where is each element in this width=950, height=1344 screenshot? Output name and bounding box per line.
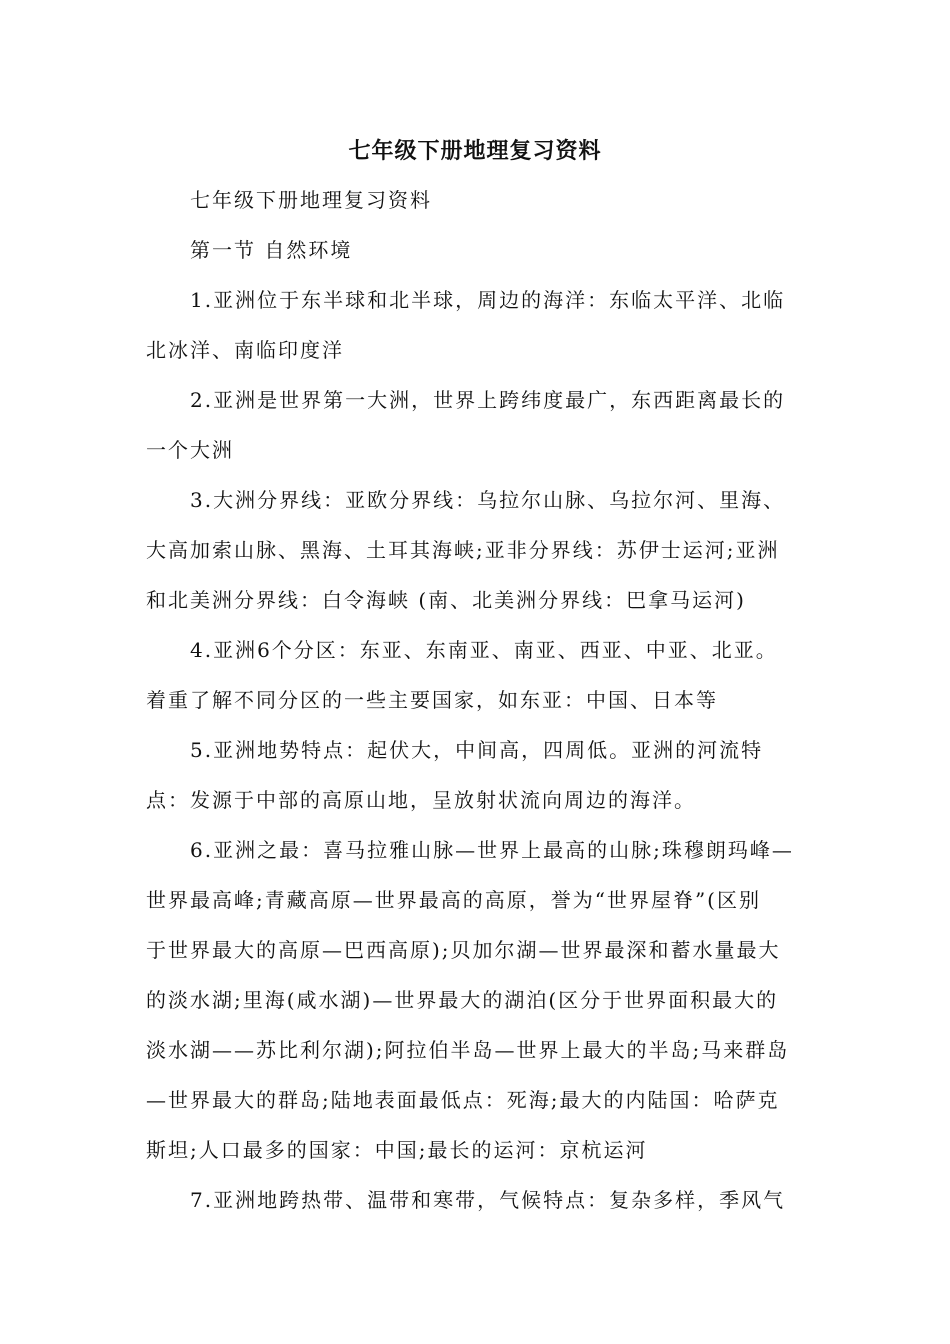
document-subtitle: 七年级下册地理复习资料 [190, 188, 432, 212]
paragraph-6-line-6: —世界最大的群岛;陆地表面最低点：死海;最大的内陆国：哈萨克 [146, 1088, 780, 1112]
paragraph-6-line-7: 斯坦;人口最多的国家：中国;最长的运河：京杭运河 [146, 1138, 648, 1162]
paragraph-2-line-1: 2.亚洲是世界第一大洲，世界上跨纬度最广，东西距离最长的 [190, 388, 786, 412]
paragraph-4-line-1: 4.亚洲6个分区：东亚、东南亚、南亚、西亚、中亚、北亚。 [190, 638, 778, 662]
paragraph-6-line-5: 淡水湖——苏比利尔湖);阿拉伯半岛—世界上最大的半岛;马来群岛 [146, 1038, 790, 1062]
paragraph-6-line-4: 的淡水湖;里海(咸水湖)—世界最大的湖泊(区分于世界面积最大的 [146, 988, 779, 1012]
paragraph-1-line-1: 1.亚洲位于东半球和北半球，周边的海洋：东临太平洋、北临 [190, 288, 786, 312]
paragraph-2-line-2: 一个大洲 [146, 438, 234, 462]
paragraph-5-line-1: 5.亚洲地势特点：起伏大，中间高，四周低。亚洲的河流特 [190, 738, 764, 762]
paragraph-3-line-2: 大高加索山脉、黑海、土耳其海峡;亚非分界线：苏伊士运河;亚洲 [146, 538, 780, 562]
paragraph-1-line-2: 北冰洋、南临印度洋 [146, 338, 344, 362]
paragraph-6-line-2: 世界最高峰;青藏高原—世界最高的高原，誉为“世界屋脊”(区别 [146, 888, 761, 912]
paragraph-6-line-3: 于世界最大的高原—巴西高原);贝加尔湖—世界最深和蓄水量最大 [146, 938, 781, 962]
paragraph-7-line-1: 7.亚洲地跨热带、温带和寒带，气候特点：复杂多样，季风气 [190, 1188, 786, 1212]
paragraph-4-line-2: 着重了解不同分区的一些主要国家，如东亚：中国、日本等 [146, 688, 718, 712]
paragraph-6-line-1: 6.亚洲之最：喜马拉雅山脉—世界上最高的山脉;珠穆朗玛峰— [190, 838, 794, 862]
section-heading: 第一节 自然环境 [190, 238, 353, 262]
paragraph-3-line-1: 3.大洲分界线：亚欧分界线：乌拉尔山脉、乌拉尔河、里海、 [190, 488, 786, 512]
paragraph-3-line-3: 和北美洲分界线：白令海峡 (南、北美洲分界线：巴拿马运河) [146, 588, 746, 612]
document-title: 七年级下册地理复习资料 [348, 139, 602, 164]
paragraph-5-line-2: 点：发源于中部的高原山地，呈放射状流向周边的海洋。 [146, 788, 696, 812]
